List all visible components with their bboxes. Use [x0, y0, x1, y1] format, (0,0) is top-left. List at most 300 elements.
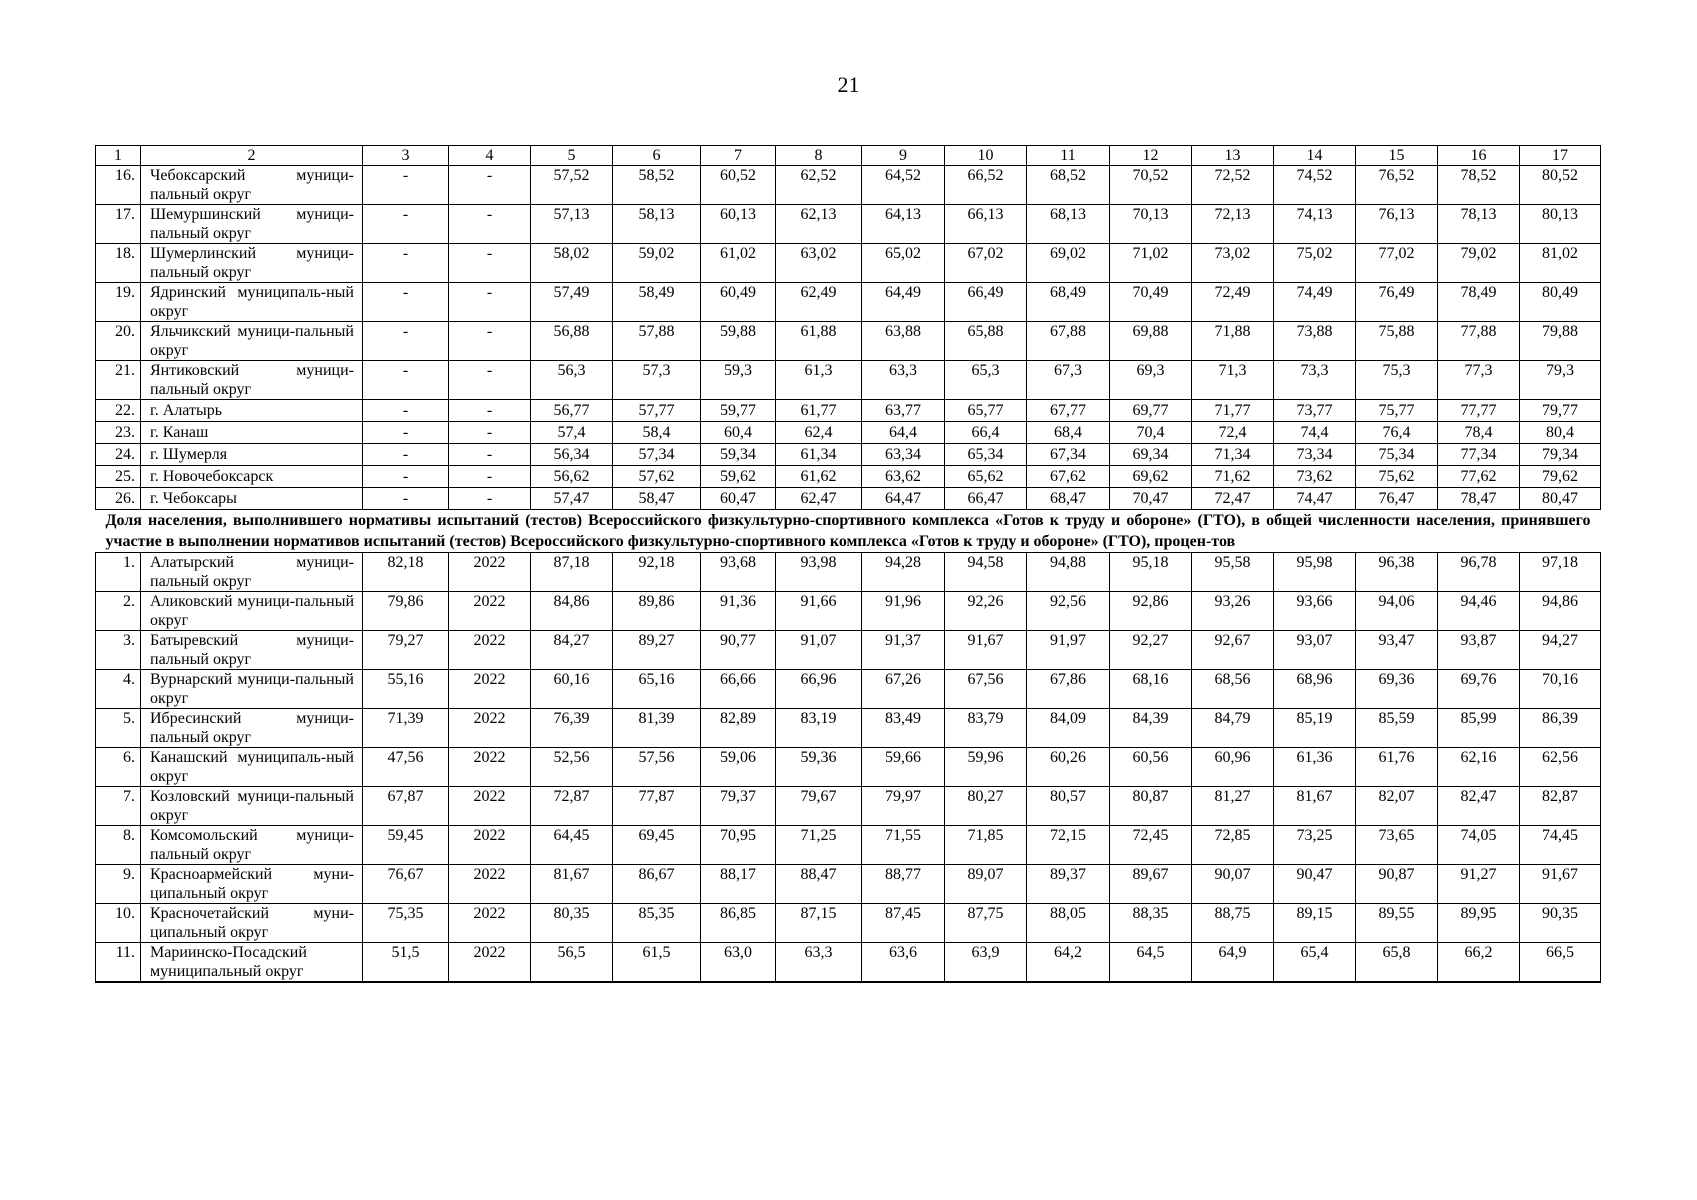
value-cell: 90,35 [1520, 904, 1601, 943]
value-cell: 58,13 [613, 205, 701, 244]
municipality-name: г. Канаш [141, 422, 363, 444]
value-cell: 77,34 [1438, 444, 1520, 466]
value-cell: 59,02 [613, 244, 701, 283]
value-cell: 77,88 [1438, 322, 1520, 361]
value-cell: 91,67 [1520, 865, 1601, 904]
value-cell: 52,56 [531, 748, 613, 787]
value-cell: 88,05 [1027, 904, 1110, 943]
value-cell: 87,75 [945, 904, 1027, 943]
value-cell: - [449, 166, 531, 205]
value-cell: 79,3 [1520, 361, 1601, 400]
table-row [96, 488, 1601, 510]
value-cell: 92,26 [945, 592, 1027, 631]
value-cell: 80,4 [1520, 422, 1601, 444]
value-cell: 86,39 [1520, 709, 1601, 748]
value-cell: 61,36 [1274, 748, 1356, 787]
row-number: 8. [96, 826, 141, 865]
value-cell: 85,19 [1274, 709, 1356, 748]
row-number: 26. [96, 488, 141, 510]
value-cell: 66,96 [776, 670, 862, 709]
column-number-row [96, 146, 1601, 166]
value-cell: 79,67 [776, 787, 862, 826]
value-cell: - [449, 400, 531, 422]
value-cell: 64,4 [862, 422, 945, 444]
value-cell: 62,49 [776, 283, 862, 322]
value-cell: 57,77 [613, 400, 701, 422]
value-cell: 57,34 [613, 444, 701, 466]
value-cell: 65,62 [945, 466, 1027, 488]
municipality-name: Аликовский муници-пальный округ [141, 592, 363, 631]
value-cell: 87,18 [531, 553, 613, 592]
value-cell: 70,49 [1110, 283, 1192, 322]
table-row [96, 400, 1601, 422]
value-cell: 57,4 [531, 422, 613, 444]
value-cell: 72,49 [1192, 283, 1274, 322]
value-cell: 83,49 [862, 709, 945, 748]
value-cell: 47,56 [363, 748, 449, 787]
value-cell: 67,88 [1027, 322, 1110, 361]
column-number: 4 [449, 146, 531, 166]
municipality-name: г. Шумерля [141, 444, 363, 466]
value-cell: 77,02 [1356, 244, 1438, 283]
value-cell: 76,39 [531, 709, 613, 748]
value-cell: 79,34 [1520, 444, 1601, 466]
value-cell: 63,62 [862, 466, 945, 488]
section-title: Доля населения, выполнившего нормативы испытаний (тестов) Всероссийского физкультурно-спортивного комплекса «Готов к труду и обороне» (ГТО), в общей численности населения, принявшего участие в выполнении нормативов испытаний (тестов) Всероссийского физкультурно-спортивного комплекса «Готов к труду и обороне» (ГТО), процен-тов [96, 510, 1601, 553]
value-cell: 82,87 [1520, 787, 1601, 826]
value-cell: 77,3 [1438, 361, 1520, 400]
municipality-name: Батыревский муници-пальный округ [141, 631, 363, 670]
value-cell: - [363, 322, 449, 361]
value-cell: 82,89 [701, 709, 776, 748]
value-cell: 94,46 [1438, 592, 1520, 631]
value-cell: 55,16 [363, 670, 449, 709]
value-cell: 92,18 [613, 553, 701, 592]
value-cell: 91,67 [945, 631, 1027, 670]
table-row [96, 709, 1601, 748]
value-cell: 72,15 [1027, 826, 1110, 865]
value-cell: 80,57 [1027, 787, 1110, 826]
value-cell: 65,3 [945, 361, 1027, 400]
value-cell: 71,62 [1192, 466, 1274, 488]
municipality-name: г. Алатырь [141, 400, 363, 422]
value-cell: 93,98 [776, 553, 862, 592]
value-cell: 78,47 [1438, 488, 1520, 510]
municipality-name: Комсомольский муници-пальный округ [141, 826, 363, 865]
value-cell: - [449, 322, 531, 361]
table-row [96, 592, 1601, 631]
value-cell: 51,5 [363, 943, 449, 983]
value-cell: 66,4 [945, 422, 1027, 444]
value-cell: 81,67 [531, 865, 613, 904]
value-cell: 75,35 [363, 904, 449, 943]
value-cell: 73,34 [1274, 444, 1356, 466]
value-cell: 72,13 [1192, 205, 1274, 244]
value-cell: 84,27 [531, 631, 613, 670]
value-cell: 97,18 [1520, 553, 1601, 592]
value-cell: 58,4 [613, 422, 701, 444]
municipality-name: Чебоксарский муници-пальный округ [141, 166, 363, 205]
value-cell: 67,56 [945, 670, 1027, 709]
value-cell: 79,62 [1520, 466, 1601, 488]
value-cell: 69,62 [1110, 466, 1192, 488]
value-cell: - [363, 283, 449, 322]
value-cell: 76,13 [1356, 205, 1438, 244]
table-row [96, 904, 1601, 943]
row-number: 1. [96, 553, 141, 592]
row-number: 19. [96, 283, 141, 322]
value-cell: 82,07 [1356, 787, 1438, 826]
value-cell: 60,4 [701, 422, 776, 444]
value-cell: 91,96 [862, 592, 945, 631]
column-number: 17 [1520, 146, 1601, 166]
value-cell: 83,19 [776, 709, 862, 748]
value-cell: - [449, 422, 531, 444]
table-row [96, 322, 1601, 361]
row-number: 17. [96, 205, 141, 244]
value-cell: 96,78 [1438, 553, 1520, 592]
value-cell: 84,79 [1192, 709, 1274, 748]
value-cell: 93,87 [1438, 631, 1520, 670]
municipality-name: Красноармейский муни-ципальный округ [141, 865, 363, 904]
column-number: 2 [141, 146, 363, 166]
value-cell: 57,88 [613, 322, 701, 361]
value-cell: 79,86 [363, 592, 449, 631]
value-cell: 2022 [449, 787, 531, 826]
value-cell: 93,68 [701, 553, 776, 592]
value-cell: 75,62 [1356, 466, 1438, 488]
value-cell: 73,25 [1274, 826, 1356, 865]
value-cell: 89,86 [613, 592, 701, 631]
row-number: 23. [96, 422, 141, 444]
value-cell: 71,25 [776, 826, 862, 865]
value-cell: 84,86 [531, 592, 613, 631]
value-cell: 89,67 [1110, 865, 1192, 904]
value-cell: 68,4 [1027, 422, 1110, 444]
value-cell: 94,86 [1520, 592, 1601, 631]
value-cell: 91,36 [701, 592, 776, 631]
value-cell: 92,86 [1110, 592, 1192, 631]
column-number: 3 [363, 146, 449, 166]
value-cell: 67,77 [1027, 400, 1110, 422]
row-number: 2. [96, 592, 141, 631]
value-cell: - [449, 244, 531, 283]
value-cell: 64,45 [531, 826, 613, 865]
value-cell: 83,79 [945, 709, 1027, 748]
value-cell: 76,49 [1356, 283, 1438, 322]
value-cell: 2022 [449, 592, 531, 631]
value-cell: 79,77 [1520, 400, 1601, 422]
table-row [96, 787, 1601, 826]
row-number: 11. [96, 943, 141, 983]
value-cell: 65,16 [613, 670, 701, 709]
value-cell: 96,38 [1356, 553, 1438, 592]
value-cell: 62,13 [776, 205, 862, 244]
value-cell: 95,98 [1274, 553, 1356, 592]
value-cell: 68,52 [1027, 166, 1110, 205]
municipality-name: г. Новочебоксарск [141, 466, 363, 488]
value-cell: 66,52 [945, 166, 1027, 205]
value-cell: 94,58 [945, 553, 1027, 592]
table-row [96, 422, 1601, 444]
row-number: 25. [96, 466, 141, 488]
value-cell: 2022 [449, 826, 531, 865]
value-cell: 58,49 [613, 283, 701, 322]
row-number: 5. [96, 709, 141, 748]
value-cell: 65,34 [945, 444, 1027, 466]
value-cell: 69,76 [1438, 670, 1520, 709]
value-cell: 72,47 [1192, 488, 1274, 510]
value-cell: 72,87 [531, 787, 613, 826]
value-cell: 76,4 [1356, 422, 1438, 444]
value-cell: 59,34 [701, 444, 776, 466]
value-cell: 77,77 [1438, 400, 1520, 422]
value-cell: 66,47 [945, 488, 1027, 510]
value-cell: 59,3 [701, 361, 776, 400]
value-cell: 74,13 [1274, 205, 1356, 244]
value-cell: 61,77 [776, 400, 862, 422]
value-cell: 65,8 [1356, 943, 1438, 983]
value-cell: 63,0 [701, 943, 776, 983]
value-cell: 94,06 [1356, 592, 1438, 631]
value-cell: 75,77 [1356, 400, 1438, 422]
value-cell: 80,52 [1520, 166, 1601, 205]
table-row [96, 444, 1601, 466]
value-cell: 57,56 [613, 748, 701, 787]
table-row [96, 283, 1601, 322]
value-cell: 71,34 [1192, 444, 1274, 466]
value-cell: 67,3 [1027, 361, 1110, 400]
value-cell: - [363, 400, 449, 422]
value-cell: 60,26 [1027, 748, 1110, 787]
value-cell: - [363, 444, 449, 466]
value-cell: 60,16 [531, 670, 613, 709]
value-cell: 62,47 [776, 488, 862, 510]
value-cell: 88,17 [701, 865, 776, 904]
value-cell: 80,35 [531, 904, 613, 943]
column-number: 10 [945, 146, 1027, 166]
row-number: 24. [96, 444, 141, 466]
value-cell: 61,02 [701, 244, 776, 283]
table-row [96, 943, 1601, 983]
value-cell: 81,67 [1274, 787, 1356, 826]
value-cell: 70,13 [1110, 205, 1192, 244]
page-number: 21 [837, 72, 860, 97]
value-cell: 58,02 [531, 244, 613, 283]
value-cell: 59,36 [776, 748, 862, 787]
value-cell: - [363, 422, 449, 444]
value-cell: 75,34 [1356, 444, 1438, 466]
value-cell: 56,34 [531, 444, 613, 466]
value-cell: 2022 [449, 670, 531, 709]
value-cell: 90,77 [701, 631, 776, 670]
municipality-name: Козловский муници-пальный округ [141, 787, 363, 826]
value-cell: 90,87 [1356, 865, 1438, 904]
value-cell: 70,95 [701, 826, 776, 865]
value-cell: 76,67 [363, 865, 449, 904]
value-cell: 93,07 [1274, 631, 1356, 670]
value-cell: 57,49 [531, 283, 613, 322]
value-cell: 86,85 [701, 904, 776, 943]
value-cell: 74,4 [1274, 422, 1356, 444]
value-cell: 76,52 [1356, 166, 1438, 205]
value-cell: 78,4 [1438, 422, 1520, 444]
value-cell: 92,56 [1027, 592, 1110, 631]
value-cell: 69,45 [613, 826, 701, 865]
value-cell: 89,95 [1438, 904, 1520, 943]
value-cell: 81,27 [1192, 787, 1274, 826]
value-cell: 2022 [449, 748, 531, 787]
value-cell: 93,47 [1356, 631, 1438, 670]
value-cell: 61,3 [776, 361, 862, 400]
value-cell: 94,28 [862, 553, 945, 592]
value-cell: 91,27 [1438, 865, 1520, 904]
value-cell: 69,77 [1110, 400, 1192, 422]
value-cell: 79,88 [1520, 322, 1601, 361]
value-cell: 60,49 [701, 283, 776, 322]
value-cell: 81,39 [613, 709, 701, 748]
value-cell: 2022 [449, 865, 531, 904]
value-cell: 89,27 [613, 631, 701, 670]
value-cell: 60,96 [1192, 748, 1274, 787]
value-cell: 2022 [449, 553, 531, 592]
value-cell: 61,34 [776, 444, 862, 466]
value-cell: - [363, 244, 449, 283]
value-cell: 72,45 [1110, 826, 1192, 865]
column-number: 8 [776, 146, 862, 166]
table-row [96, 826, 1601, 865]
value-cell: 63,3 [862, 361, 945, 400]
value-cell: 67,62 [1027, 466, 1110, 488]
value-cell: 59,96 [945, 748, 1027, 787]
value-cell: 59,66 [862, 748, 945, 787]
municipality-name: Вурнарский муници-пальный округ [141, 670, 363, 709]
table-row [96, 166, 1601, 205]
value-cell: 58,47 [613, 488, 701, 510]
value-cell: 60,52 [701, 166, 776, 205]
value-cell: 69,02 [1027, 244, 1110, 283]
value-cell: 94,27 [1520, 631, 1601, 670]
value-cell: 56,5 [531, 943, 613, 983]
table-row [96, 748, 1601, 787]
column-number: 16 [1438, 146, 1520, 166]
value-cell: 59,62 [701, 466, 776, 488]
targets-table [95, 145, 1601, 983]
value-cell: 64,49 [862, 283, 945, 322]
value-cell: 71,88 [1192, 322, 1274, 361]
value-cell: 78,49 [1438, 283, 1520, 322]
value-cell: 59,88 [701, 322, 776, 361]
value-cell: 61,5 [613, 943, 701, 983]
value-cell: 2022 [449, 709, 531, 748]
value-cell: 74,45 [1520, 826, 1601, 865]
row-number: 22. [96, 400, 141, 422]
row-number: 9. [96, 865, 141, 904]
value-cell: 91,07 [776, 631, 862, 670]
row-number: 7. [96, 787, 141, 826]
value-cell: 63,34 [862, 444, 945, 466]
value-cell: 63,3 [776, 943, 862, 983]
value-cell: 80,13 [1520, 205, 1601, 244]
value-cell: 57,13 [531, 205, 613, 244]
value-cell: - [449, 361, 531, 400]
table-row [96, 361, 1601, 400]
value-cell: 91,37 [862, 631, 945, 670]
value-cell: 78,13 [1438, 205, 1520, 244]
table-row [96, 553, 1601, 592]
value-cell: 64,13 [862, 205, 945, 244]
value-cell: 88,75 [1192, 904, 1274, 943]
value-cell: 73,62 [1274, 466, 1356, 488]
row-number: 6. [96, 748, 141, 787]
value-cell: 88,47 [776, 865, 862, 904]
value-cell: 64,47 [862, 488, 945, 510]
value-cell: - [363, 205, 449, 244]
value-cell: 79,02 [1438, 244, 1520, 283]
municipality-name: Янтиковский муници-пальный округ [141, 361, 363, 400]
value-cell: 2022 [449, 943, 531, 983]
value-cell: 87,15 [776, 904, 862, 943]
value-cell: 74,49 [1274, 283, 1356, 322]
value-cell: 73,02 [1192, 244, 1274, 283]
municipality-name: Ядринский муниципаль-ный округ [141, 283, 363, 322]
value-cell: 82,47 [1438, 787, 1520, 826]
table-row [96, 205, 1601, 244]
value-cell: 66,2 [1438, 943, 1520, 983]
value-cell: 63,6 [862, 943, 945, 983]
value-cell: 95,18 [1110, 553, 1192, 592]
value-cell: 94,88 [1027, 553, 1110, 592]
value-cell: 86,67 [613, 865, 701, 904]
value-cell: 80,87 [1110, 787, 1192, 826]
value-cell: 56,88 [531, 322, 613, 361]
row-number: 3. [96, 631, 141, 670]
value-cell: 2022 [449, 631, 531, 670]
value-cell: 72,85 [1192, 826, 1274, 865]
value-cell: 93,26 [1192, 592, 1274, 631]
value-cell: 89,37 [1027, 865, 1110, 904]
value-cell: 71,02 [1110, 244, 1192, 283]
value-cell: 84,39 [1110, 709, 1192, 748]
value-cell: 64,2 [1027, 943, 1110, 983]
column-number: 7 [701, 146, 776, 166]
value-cell: 70,52 [1110, 166, 1192, 205]
value-cell: 71,85 [945, 826, 1027, 865]
value-cell: 68,16 [1110, 670, 1192, 709]
value-cell: 73,65 [1356, 826, 1438, 865]
column-number: 11 [1027, 146, 1110, 166]
value-cell: 67,34 [1027, 444, 1110, 466]
value-cell: 85,35 [613, 904, 701, 943]
value-cell: 59,06 [701, 748, 776, 787]
column-number: 9 [862, 146, 945, 166]
value-cell: 2022 [449, 904, 531, 943]
value-cell: 66,49 [945, 283, 1027, 322]
value-cell: - [363, 361, 449, 400]
value-cell: 70,16 [1520, 670, 1601, 709]
column-number: 5 [531, 146, 613, 166]
value-cell: 91,97 [1027, 631, 1110, 670]
column-number: 1 [96, 146, 141, 166]
value-cell: 78,52 [1438, 166, 1520, 205]
value-cell: 71,77 [1192, 400, 1274, 422]
value-cell: 75,88 [1356, 322, 1438, 361]
table-row [96, 631, 1601, 670]
value-cell: 71,55 [862, 826, 945, 865]
value-cell: - [449, 466, 531, 488]
municipality-name: Яльчикский муници-пальный округ [141, 322, 363, 361]
value-cell: 68,47 [1027, 488, 1110, 510]
